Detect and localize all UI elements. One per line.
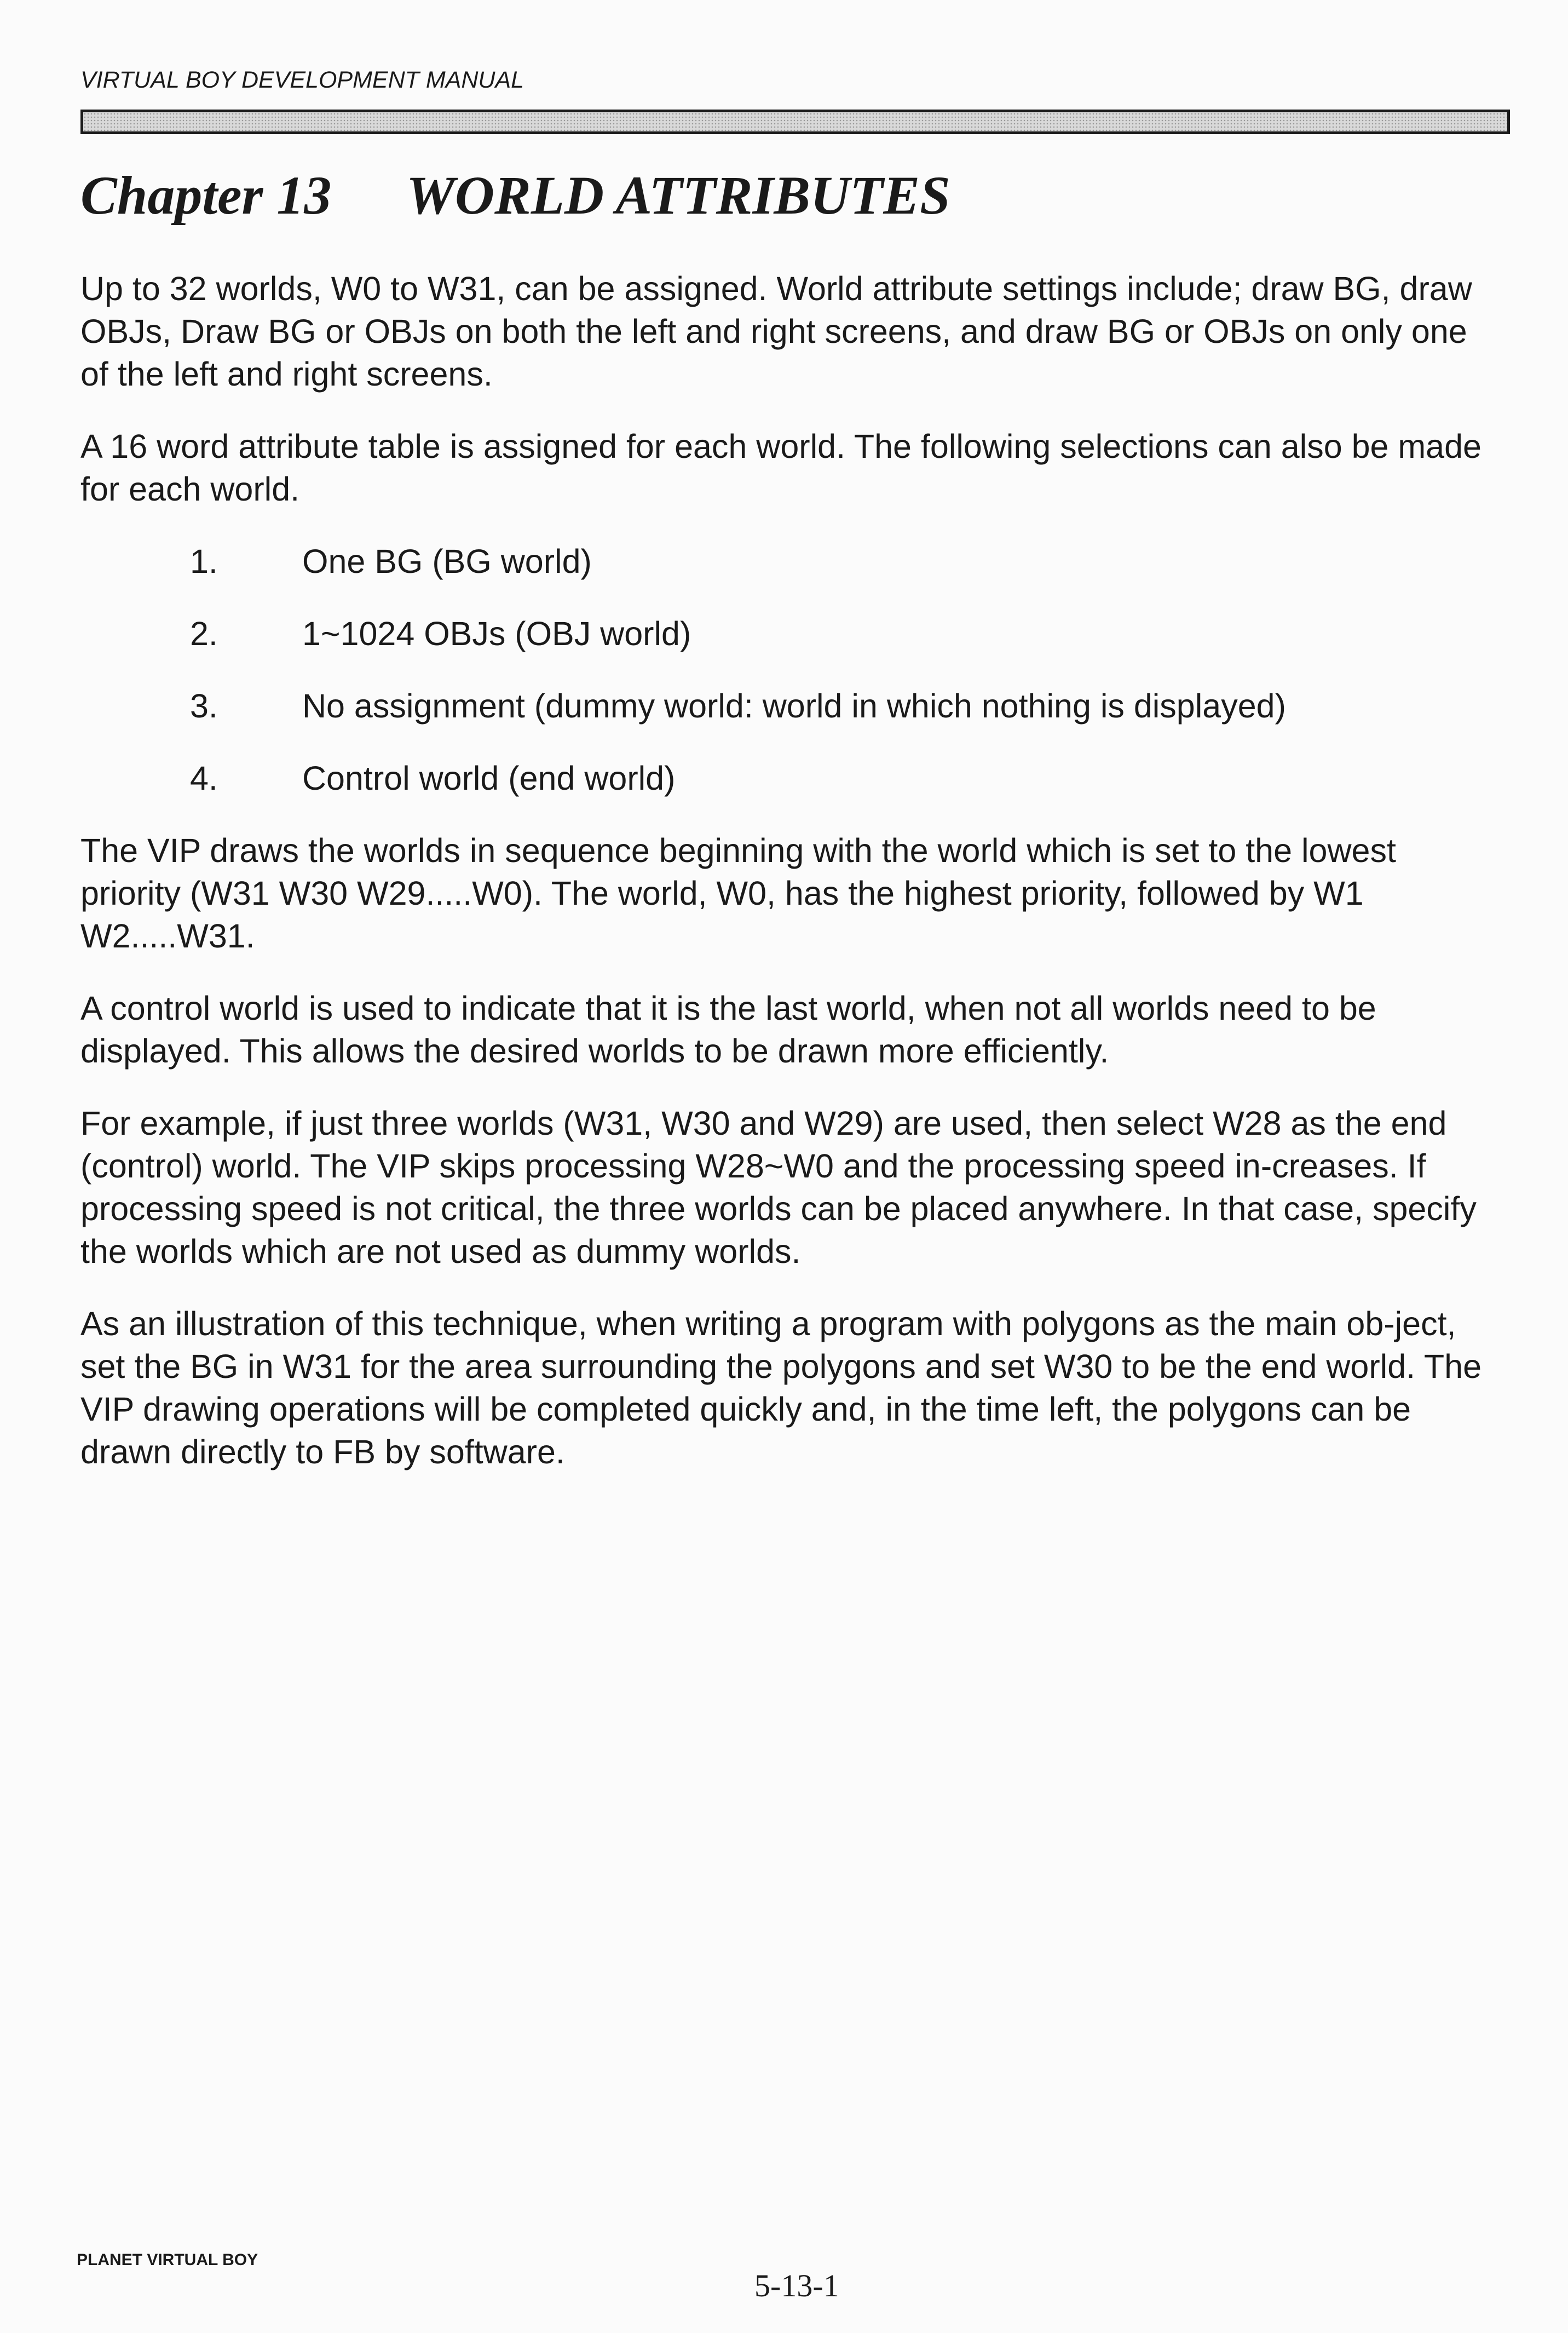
paragraph-attribute-table: A 16 word attribute table is assigned for each world. The following selections can also be made for each world. xyxy=(80,428,1481,508)
list-item-text: One BG (BG world) xyxy=(302,543,592,580)
page-number: 5-13-1 xyxy=(754,2268,839,2303)
list-item xyxy=(80,612,1504,655)
list-item-number: 4. xyxy=(190,760,218,797)
paragraph-draw-order: The VIP draws the worlds in sequence beginning with the world which is set to the lowest priority (W31 W30 W29.....W0). The world, W0, has the highest priority, followed by W1 W2.....W31. xyxy=(80,832,1396,955)
footer-publisher: PLANET VIRTUAL BOY xyxy=(77,2251,258,2269)
paragraph-example: For example, if just three worlds (W31, W30 and W29) are used, then select W28 as the end (control) world. The VIP skips processing W28~W0 and the processing speed in-creases. If processing speed is not critical, the three worlds can be placed anywhere. In that case, specify the worlds which are not used as dummy worlds. xyxy=(80,1105,1477,1270)
list-item-text: No assignment (dummy world: world in which nothing is displayed) xyxy=(302,687,1286,725)
list-item-number: 2. xyxy=(190,615,218,652)
running-header: VIRTUAL BOY DEVELOPMENT MANUAL xyxy=(80,67,524,93)
header-rule xyxy=(80,110,1510,134)
chapter-label: Chapter 13 xyxy=(80,165,332,226)
list-item-text: Control world (end world) xyxy=(302,760,676,797)
list-item-number: 1. xyxy=(190,543,218,580)
body-text xyxy=(80,267,1504,1503)
chapter-heading xyxy=(80,165,950,226)
paragraph-control-world: A control world is used to indicate that it is the last world, when not all worlds need to be displayed. This allows the desired worlds to be drawn more efficiently. xyxy=(80,990,1376,1070)
chapter-title: WORLD ATTRIBUTES xyxy=(406,165,950,226)
paragraph-illustration: As an illustration of this technique, when writing a program with polygons as the main ob-ject, set the BG in W31 for the area surrounding the polygons and set W30 to be the end world. The VIP drawing operations will be completed quickly and, in the time left, the polygons can be drawn directly to FB by software. xyxy=(80,1305,1482,1470)
list-item-number: 3. xyxy=(190,687,218,725)
paragraph-intro: Up to 32 worlds, W0 to W31, can be assigned. World attribute settings include; draw BG, draw OBJs, Draw BG or OBJs on both the left and right screens, and draw BG or OBJs on only one of the left and right screens. xyxy=(80,270,1472,393)
list-item xyxy=(80,540,1504,583)
world-type-list xyxy=(80,540,1504,800)
list-item xyxy=(80,757,1504,800)
list-item-text: 1~1024 OBJs (OBJ world) xyxy=(302,615,691,652)
list-item xyxy=(80,685,1504,727)
